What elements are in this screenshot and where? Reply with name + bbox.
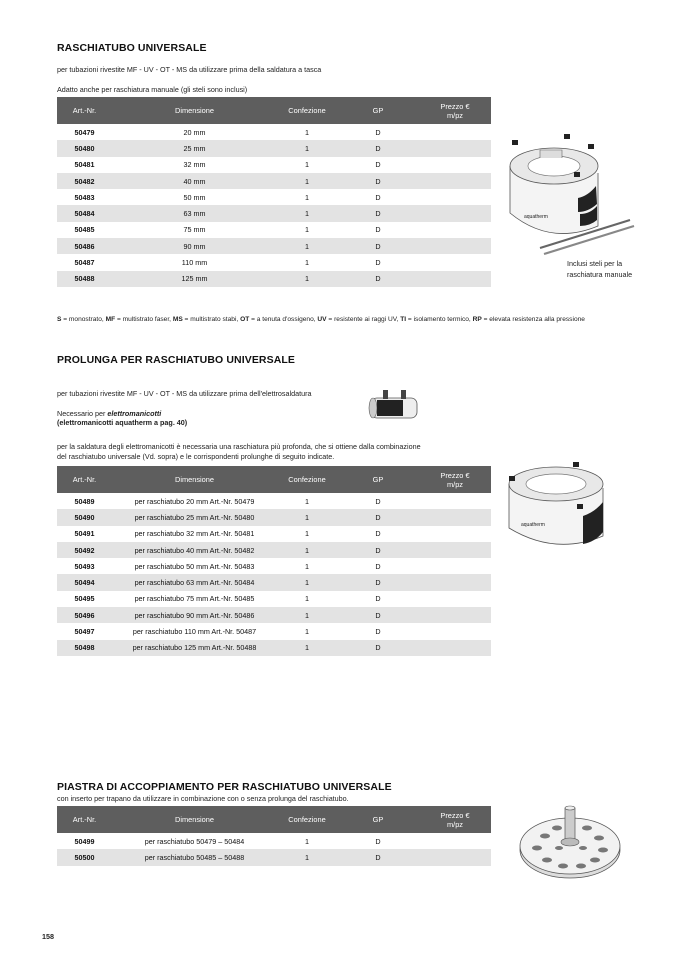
legend-text: = monostrato, [61, 316, 106, 323]
table-row [57, 173, 491, 189]
article-number: 50492 [57, 542, 112, 558]
table-row [57, 558, 491, 574]
abbreviation-legend [57, 315, 585, 324]
table-cell [419, 157, 491, 173]
table-cell: 1 [305, 594, 309, 604]
legend-code: UV [317, 316, 327, 323]
table-cell: 75 mm [183, 225, 206, 235]
table-row [57, 849, 491, 865]
table-cell [419, 189, 491, 205]
table-cell: D [337, 542, 419, 558]
article-number: 50490 [57, 509, 112, 525]
svg-text:aquatherm: aquatherm [524, 214, 548, 220]
article-number: 50483 [74, 192, 95, 202]
necessary-prefix: Necessario per [57, 409, 108, 418]
column-header: Confezione [277, 97, 337, 124]
table-cell: D [375, 496, 381, 506]
table-cell: 1 [277, 542, 337, 558]
column-header: GP [337, 97, 419, 124]
table-cell [419, 849, 491, 865]
table-cell [419, 833, 491, 849]
article-number: 50498 [57, 640, 112, 656]
table-cell: 25 mm [112, 140, 277, 156]
table-cell: per raschiatubo 50479 – 50484 [144, 836, 245, 846]
table-cell [419, 493, 491, 509]
column-header: Art.-Nr. [57, 466, 112, 493]
table-cell: 90 mm [112, 238, 277, 254]
table-cell: per raschiatubo 25 mm Art.-Nr. 50480 [112, 509, 277, 525]
table-row [57, 509, 491, 525]
table-cell [419, 558, 491, 574]
table-cell: 40 mm [112, 173, 277, 189]
table-cell: 1 [277, 173, 337, 189]
article-number: 50489 [74, 496, 95, 506]
table-cell: per raschiatubo 32 mm Art.-Nr. 50481 [134, 529, 255, 539]
legend-code: MS [172, 316, 183, 323]
section1-subtitle: per tubazioni rivestite MF - UV - OT - MS da utilizzare prima della saldatura a tasca [57, 65, 322, 74]
table-cell: D [337, 574, 419, 590]
table-cell: 1 [277, 509, 337, 525]
table-cell: 1 [305, 496, 309, 506]
necessary-item: elettromanicotti [107, 409, 162, 418]
table-row [57, 574, 491, 590]
table-cell [419, 124, 491, 140]
table-cell: 125 mm [112, 271, 277, 287]
table-cell: 110 mm [181, 258, 208, 268]
article-number: 50496 [57, 607, 112, 623]
legend-code: OT [240, 316, 250, 323]
page-number: 158 [42, 932, 54, 941]
column-header: Dimensione [112, 97, 277, 124]
section1-note: Adatto anche per raschiatura manuale (gli steli sono inclusi) [57, 85, 248, 94]
table-cell [419, 271, 491, 287]
column-header: Dimensione [112, 806, 277, 833]
table-cell: 1 [305, 192, 309, 202]
table-header-row [57, 806, 491, 833]
table-cell: D [375, 627, 381, 637]
image-caption-line2: raschiatura manuale [567, 270, 633, 279]
legend-code: RP [472, 316, 482, 323]
table-cell: 63 mm [112, 205, 277, 221]
table-cell: D [337, 271, 419, 287]
table-cell: 50 mm [183, 192, 206, 202]
table-cell: 1 [305, 225, 309, 235]
table-cell: D [375, 160, 381, 170]
coupling-plate-image [515, 798, 625, 884]
table-cell: D [337, 140, 419, 156]
table-cell [419, 542, 491, 558]
table-row [57, 189, 491, 205]
section2-necessary [57, 409, 161, 418]
table-cell: 1 [305, 160, 309, 170]
column-header: Prezzo € m/pz [419, 97, 491, 124]
table-cell: 1 [277, 640, 337, 656]
table-row [57, 140, 491, 156]
column-header: Prezzo € m/pz [419, 466, 491, 493]
article-number: 50500 [57, 849, 112, 865]
table-cell: 32 mm [183, 160, 206, 170]
table-cell [419, 173, 491, 189]
table-cell: 1 [305, 561, 309, 571]
column-header: Confezione [277, 466, 337, 493]
article-number: 50495 [74, 594, 95, 604]
table-cell [419, 591, 491, 607]
table-header-row [57, 466, 491, 493]
table-cell: 1 [305, 127, 309, 137]
table-row [57, 623, 491, 639]
table-header-row [57, 97, 491, 124]
table-cell: per raschiatubo 90 mm Art.-Nr. 50486 [112, 607, 277, 623]
table-cell [419, 509, 491, 525]
section2-title: PROLUNGA PER RASCHIATUBO UNIVERSALE [57, 354, 296, 366]
column-header: Prezzo € m/pz [419, 806, 491, 833]
table-cell: D [337, 205, 419, 221]
article-number: 50485 [74, 225, 95, 235]
article-number: 50497 [74, 627, 95, 637]
legend-text: = multistrato stabi, [182, 316, 241, 323]
legend-code: S [57, 316, 62, 323]
table-cell: per raschiatubo 50 mm Art.-Nr. 50483 [134, 561, 255, 571]
table-cell [419, 254, 491, 270]
table-row [57, 271, 491, 287]
table-cell: 1 [277, 574, 337, 590]
table-cell: D [375, 192, 381, 202]
table-cell [419, 640, 491, 656]
table-cell: D [337, 173, 419, 189]
table-cell: 1 [277, 140, 337, 156]
column-header: GP [337, 806, 419, 833]
table-cell [419, 205, 491, 221]
table-cell [419, 607, 491, 623]
article-number: 50486 [57, 238, 112, 254]
table-cell [419, 222, 491, 238]
article-number: 50493 [74, 561, 95, 571]
table-cell: per raschiatubo 50485 – 50488 [112, 849, 277, 865]
column-header: Art.-Nr. [57, 97, 112, 124]
article-number: 50488 [57, 271, 112, 287]
table-row [57, 124, 491, 140]
table-cell: D [337, 238, 419, 254]
column-header: GP [337, 466, 419, 493]
section3-table [57, 806, 491, 866]
image-caption-line1: Inclusi steli per la [567, 259, 623, 268]
table-cell [419, 238, 491, 254]
table-cell: 1 [305, 836, 309, 846]
table-cell [419, 623, 491, 639]
article-number: 50480 [57, 140, 112, 156]
table-row [57, 157, 491, 173]
table-cell: 1 [277, 271, 337, 287]
table-cell: 1 [277, 205, 337, 221]
table-cell: 1 [305, 529, 309, 539]
table-row [57, 205, 491, 221]
table-row [57, 833, 491, 849]
table-cell: per raschiatubo 20 mm Art.-Nr. 50479 [134, 496, 255, 506]
legend-text: = multistrato faser, [115, 316, 173, 323]
table-cell: 1 [305, 627, 309, 637]
table-row [57, 607, 491, 623]
table-cell: per raschiatubo 110 mm Art.-Nr. 50487 [132, 627, 257, 637]
article-number: 50499 [74, 836, 95, 846]
table-cell: D [375, 258, 381, 268]
svg-text:aquatherm: aquatherm [521, 522, 545, 528]
table-cell [419, 140, 491, 156]
table-cell: 20 mm [183, 127, 206, 137]
table-cell: D [375, 561, 381, 571]
table-row [57, 254, 491, 270]
section1-title: RASCHIATUBO UNIVERSALE [57, 42, 207, 54]
article-number: 50481 [74, 160, 95, 170]
legend-text: = a tenuta d'ossigeno, [249, 316, 318, 323]
legend-text: = isolamento termico, [406, 316, 473, 323]
section2-desc-line1: per la saldatura degli elettromanicotti è necessaria una raschiatura più profonda, che si ottiene dalla combinazione [57, 442, 421, 451]
table-cell: 1 [277, 849, 337, 865]
column-header: Confezione [277, 806, 337, 833]
table-cell: D [337, 640, 419, 656]
article-number: 50482 [57, 173, 112, 189]
table-cell: D [337, 849, 419, 865]
article-number: 50487 [74, 258, 95, 268]
table-cell: D [375, 529, 381, 539]
table-cell: D [337, 509, 419, 525]
table-row [57, 222, 491, 238]
table-row [57, 640, 491, 656]
table-cell: D [375, 594, 381, 604]
section3-title: PIASTRA DI ACCOPPIAMENTO PER RASCHIATUBO UNIVERSALE [57, 781, 392, 793]
article-number: 50494 [57, 574, 112, 590]
table-cell: 1 [305, 258, 309, 268]
table-cell: per raschiatubo 40 mm Art.-Nr. 50482 [112, 542, 277, 558]
table-cell: per raschiatubo 63 mm Art.-Nr. 50484 [112, 574, 277, 590]
table-cell [419, 526, 491, 542]
section2-desc-line2: del raschiatubo universale (Vd. sopra) e le corrispondenti prolunghe di seguito indicate. [57, 452, 335, 461]
section2-subtitle: per tubazioni rivestite MF - UV - OT - MS da utilizzare prima dell'elettrosaldatura [57, 389, 312, 398]
table-cell: D [375, 225, 381, 235]
article-number: 50484 [57, 205, 112, 221]
table-row [57, 542, 491, 558]
table-cell: D [375, 127, 381, 137]
table-cell: per raschiatubo 125 mm Art.-Nr. 50488 [112, 640, 277, 656]
legend-code: TI [400, 316, 407, 323]
table-row [57, 493, 491, 509]
table-row [57, 591, 491, 607]
electrofusion-sleeve-image [365, 384, 425, 426]
article-number: 50491 [74, 529, 95, 539]
section3-subtitle: con inserto per trapano da utilizzare in combinazione con o senza prolunga del raschiatubo. [57, 794, 349, 803]
scraper-extension-image [505, 458, 615, 558]
section2-necessary-line2: (elettromanicotti aquatherm a pag. 40) [57, 418, 188, 427]
table-row [57, 238, 491, 254]
legend-code: MF [105, 316, 116, 323]
article-number: 50479 [74, 127, 95, 137]
table-row [57, 526, 491, 542]
legend-text: = elevata resistenza alla pressione [481, 316, 585, 323]
column-header: Art.-Nr. [57, 806, 112, 833]
table-cell: 1 [277, 607, 337, 623]
table-cell: 1 [277, 238, 337, 254]
table-cell [419, 574, 491, 590]
table-cell: per raschiatubo 75 mm Art.-Nr. 50485 [134, 594, 255, 604]
universal-scraper-image [500, 128, 640, 268]
table-cell: D [375, 836, 381, 846]
section1-table [57, 97, 491, 287]
column-header: Dimensione [112, 466, 277, 493]
table-cell: D [337, 607, 419, 623]
section2-table [57, 466, 491, 656]
legend-text: = resistente ai raggi UV, [326, 316, 401, 323]
